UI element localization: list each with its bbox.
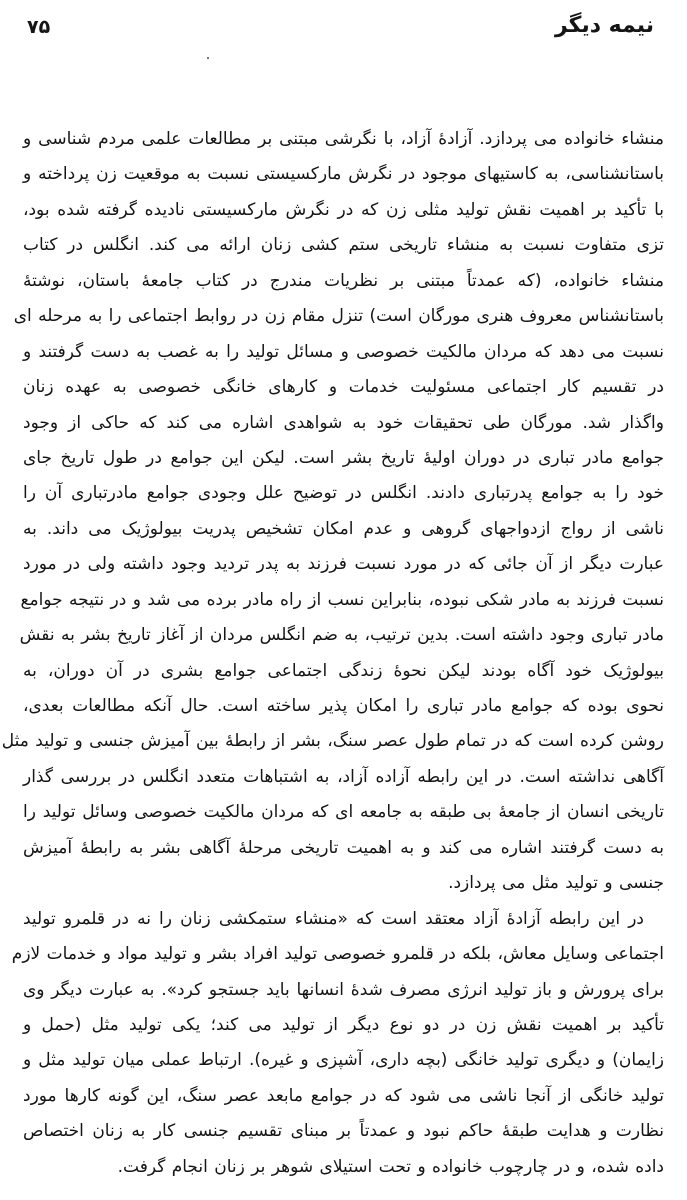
paragraph-1 <box>1 122 664 902</box>
text-line: تاریخی انسان از جامعهٔ بی طبقه به جامعه ای که مردان مالکیت خصوصی وسائل تولید را <box>23 802 664 823</box>
text-line: در این رابطه آزادهٔ آزاد معتقد است که «منشاء ستمکشی زنان را نه در قلمرو تولید <box>23 908 644 929</box>
journal-title: نیمه دیگر <box>554 13 654 38</box>
text-line: تزی متفاوت نسبت به منشاء تاریخی ستم کشی زنان ارائه می کند. انگلس در کتاب <box>23 235 664 256</box>
text-line: تأکید بر اهمیت نقش زن در دو نوع دیگر از تولید می کند؛ یکی تولید مثل (حمل و <box>23 1014 664 1035</box>
text-line: اجتماعی وسایل معاش، بلکه در قلمرو خصوصی تولید افراد بشر و تولید مواد و خدمات لازم <box>11 944 664 965</box>
text-line: آگاهی نداشته است. در این رابطه آزاده آزاد، به اشتباهات متعدد انگلس در بررسی گذار <box>23 766 664 787</box>
text-line: بیولوژیک خود آگاه بودند لیکن نحوهٔ زندگی اجتماعی جوامع بشری در آن دوران، به <box>23 660 664 681</box>
text-line: روشن کرده است که در تمام طول عصر سنگ، بشر از رابطهٔ بین آمیزش جنسی و تولید مثل <box>1 731 664 752</box>
text-line: نسبت فرزند به مادر شکی نبوده، بنابراین نسب از راه مادر برده می شد و در نتیجه جوامع <box>20 589 664 610</box>
text-line: نحوی بوده که جوامع مادر تباری را امکان پذیر ساخته است. حال آنکه مطالعات بعدی، <box>23 696 664 716</box>
text-line: جوامع مادر تباری در دوران اولیهٔ تاریخ بشر است. لیکن این جوامع در طول تاریخ جای <box>23 447 664 468</box>
text-line: نسبت می دهد که مردان مالکیت خصوصی و مسائل تولید را به غصب به دست گرفتند و <box>23 341 664 362</box>
print-artifact-dot <box>207 57 209 59</box>
text-line: باستانشناسی، به کاستیهای موجود در نگرش مارکسیستی نسبت به موقعیت زن پرداخته و <box>23 164 664 185</box>
text-line: به دست گرفتند اشاره می کند و به اهمیت تاریخی مرحلهٔ آگاهی بشر به رابطهٔ آمیزش <box>23 837 664 858</box>
text-line: با تأکید بر اهمیت نقش تولید مثلی زن که در نگرش مارکسیستی نادیده گرفته شده بود، <box>23 199 664 220</box>
text-line: منشاء خانواده می پردازد. آزادهٔ آزاد، با نگرشی مبتنی بر مطالعات علمی مردم شناسی و <box>23 129 664 149</box>
text-line: عبارت دیگر از آن جائی که در مورد نسبت فرزند به پدر تردید وجود داشته ولی در مورد <box>23 554 664 575</box>
text-line: مادر تباری وجود داشته است. بدین ترتیب، به ضم انگلس مردان از آغاز تاریخ بشر به نقش <box>19 625 664 646</box>
text-line: داده شده، و در چارچوب خانواده و تحت استیلای شوهر بر زنان انجام گرفت. <box>117 1156 664 1177</box>
text-line: زایمان) و دیگری تولید خانگی (بچه داری، آشپزی و غیره). ارتباط عملی میان تولید مثل و <box>23 1050 664 1071</box>
text-line: منشاء خانواده، (که عمدتاً مبتنی بر نظریات مندرج در کتاب جامعهٔ باستان، نوشتهٔ <box>23 270 664 291</box>
paragraph-2 <box>11 902 664 1186</box>
text-line: باستانشناس معروف هنری مورگان است) تنزل مقام زن در روابط اجتماعی را به مرحله ای <box>13 306 664 327</box>
text-line: ناشی از رواج ازدواجهای گروهی و عدم امکان تشخیص پدریت بیولوژیک می داند. به <box>23 518 664 539</box>
text-line: برای پرورش و باز تولید انرژی مصرف شدهٔ انسانها باید جستجو کرد». به عبارت دیگر وی <box>23 979 664 1000</box>
text-line: نظارت و هدایت طبقهٔ حاکم نبود و عمدتاً بر مبنای تقسیم جنسی کار به زنان اختصاص <box>23 1121 664 1142</box>
text-line: جنسی و تولید مثل می پردازد. <box>448 873 664 894</box>
text-line: تولید خانگی از آنجا ناشی می شود که در جوامع مابعد عصر سنگ، این گونه کارها مورد <box>23 1085 664 1106</box>
article-text <box>1 122 664 1185</box>
text-line: در تقسیم کار اجتماعی مسئولیت خدمات و کارهای خانگی خصوصی به عهده زنان <box>23 377 664 398</box>
text-line: واگذار شد. مورگان طی تحقیقات خود به شواهدی اشاره می کند که حاکی از وجود <box>23 412 664 433</box>
page-number: ۷۵ <box>27 16 51 38</box>
text-line: خود را به جوامع پدرتباری دادند. انگلس در توضیح علل وجودی جوامع مادرتباری آن را <box>23 483 664 504</box>
